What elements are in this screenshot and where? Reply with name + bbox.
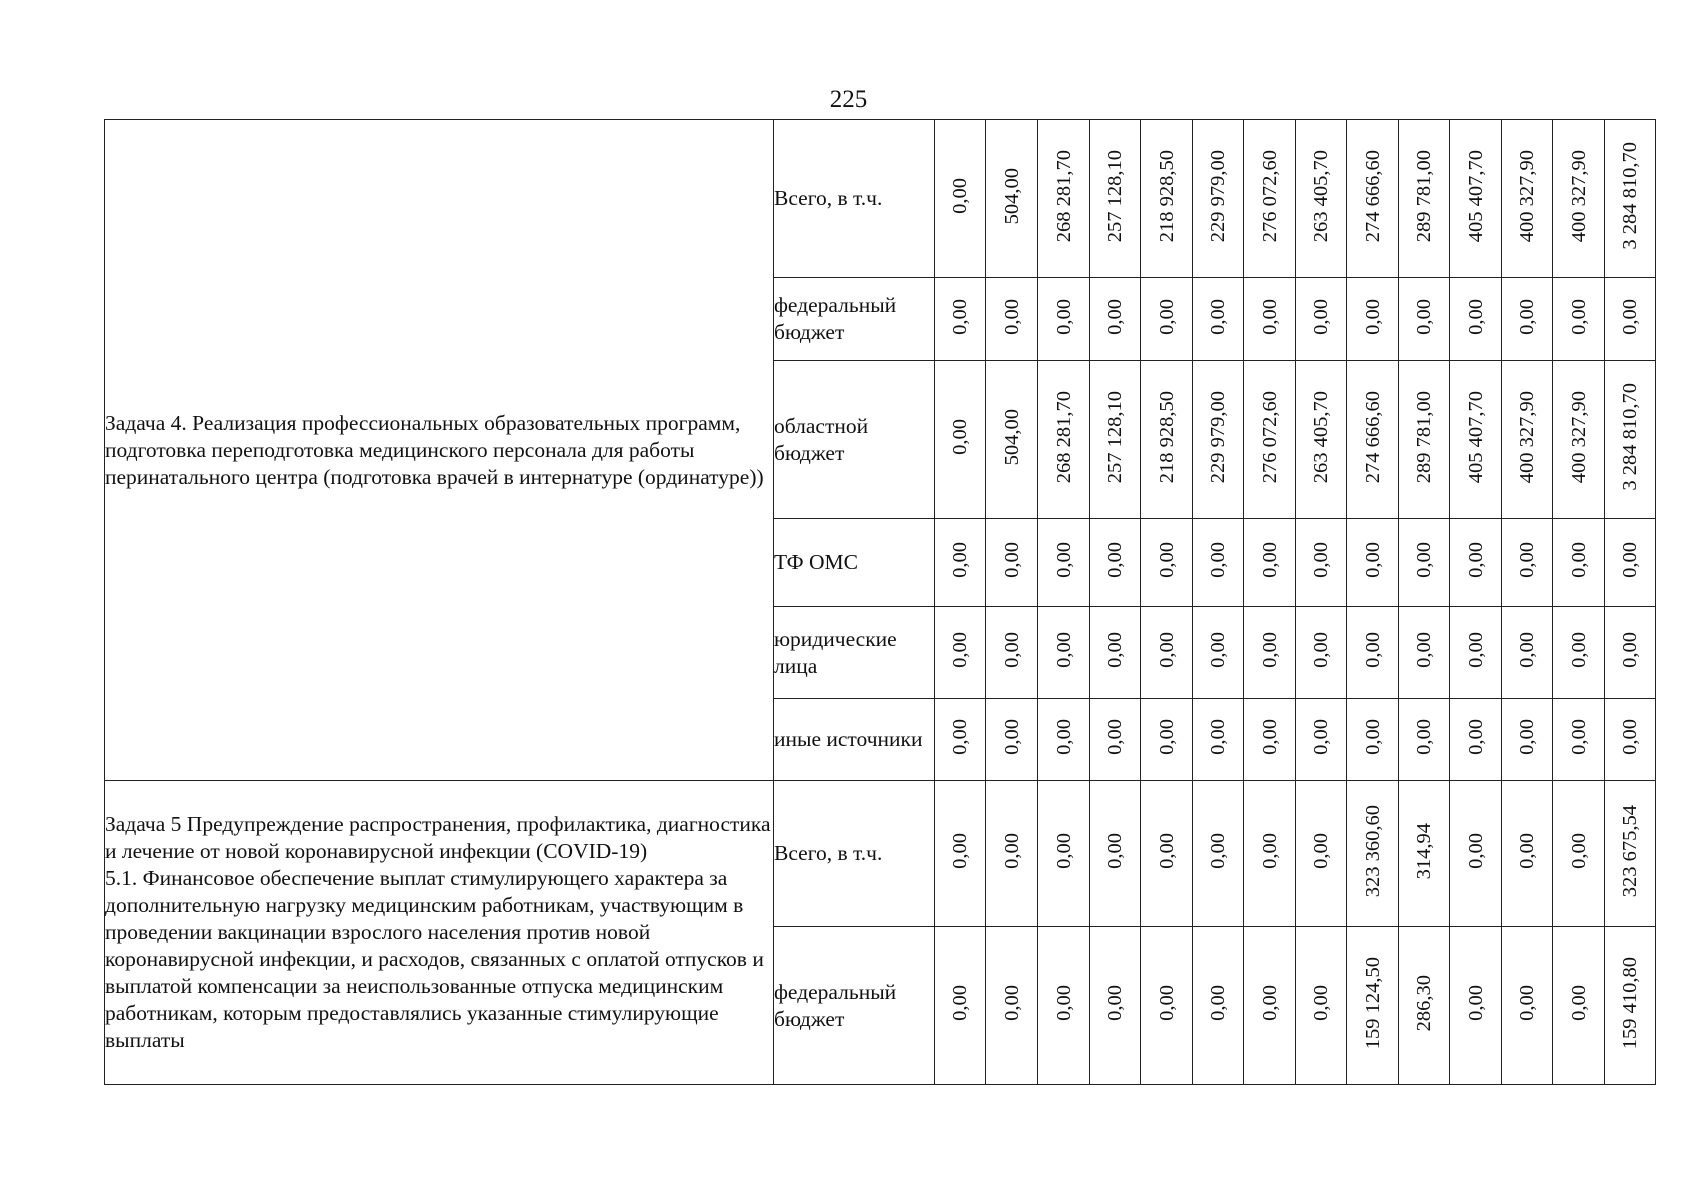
amount-cell <box>986 607 1038 699</box>
amount-value: 405 407,70 <box>1464 390 1487 484</box>
amount-value: 0,00 <box>949 178 971 214</box>
amount-value: 0,00 <box>1104 298 1126 335</box>
amount-cell <box>1193 278 1244 361</box>
funding-source: федеральный бюджет <box>774 927 935 1085</box>
amount-cell <box>1244 361 1296 519</box>
amount-cell <box>1296 781 1347 927</box>
amount-cell <box>1450 361 1502 519</box>
amount-value: 0,00 <box>1516 298 1538 335</box>
amount-value: 0,00 <box>1361 298 1384 335</box>
amount-cell <box>935 278 986 361</box>
amount-value: 274 666,60 <box>1361 390 1384 484</box>
amount-cell <box>1553 361 1605 519</box>
amount-cell <box>1502 278 1553 361</box>
amount-cell <box>935 361 986 519</box>
amount-value: 0,00 <box>1310 632 1332 668</box>
amount-value: 0,00 <box>1413 719 1435 755</box>
amount-value: 0,00 <box>1516 985 1538 1021</box>
table-row <box>105 781 1656 927</box>
amount-cell <box>1141 927 1193 1085</box>
amount-value: 0,00 <box>1310 985 1332 1021</box>
amount-cell <box>1090 607 1141 699</box>
task-description <box>105 120 774 781</box>
amount-cell <box>1244 278 1296 361</box>
task-text: Задача 5 Предупреждение распространения, профилактика, диагностика и лечение от новой коронавирусной инфекции (COVID-19) <box>105 812 771 863</box>
amount-value: 218 928,50 <box>1155 390 1178 484</box>
amount-cell <box>1038 781 1090 927</box>
amount-value: 0,00 <box>1258 833 1281 869</box>
amount-value: 0,00 <box>1310 542 1332 578</box>
amount-cell <box>1244 781 1296 927</box>
amount-value: 0,00 <box>1619 542 1641 578</box>
amount-value: 0,00 <box>1052 632 1075 668</box>
amount-value: 0,00 <box>1207 719 1229 755</box>
amount-value: 0,00 <box>1104 632 1126 668</box>
amount-cell <box>1141 781 1193 927</box>
amount-value: 0,00 <box>1000 833 1023 869</box>
amount-cell <box>1605 927 1656 1085</box>
amount-value: 405 407,70 <box>1464 149 1487 243</box>
amount-value: 263 405,70 <box>1310 390 1332 484</box>
amount-value: 257 128,10 <box>1104 149 1126 243</box>
amount-value: 0,00 <box>1516 719 1538 755</box>
amount-cell <box>935 607 986 699</box>
amount-value: 0,00 <box>1052 719 1075 755</box>
amount-cell <box>1090 927 1141 1085</box>
amount-value: 229 979,00 <box>1207 390 1229 484</box>
amount-value: 0,00 <box>1413 632 1435 668</box>
amount-cell <box>1193 120 1244 278</box>
amount-value: 400 327,90 <box>1567 390 1590 484</box>
amount-value: 0,00 <box>1207 833 1229 869</box>
amount-value: 400 327,90 <box>1516 390 1538 484</box>
funding-source: иные источники <box>774 699 935 781</box>
amount-cell <box>1502 607 1553 699</box>
amount-cell <box>1141 278 1193 361</box>
amount-cell <box>1038 278 1090 361</box>
amount-cell <box>1347 781 1399 927</box>
amount-cell <box>986 278 1038 361</box>
amount-value: 0,00 <box>1619 298 1641 335</box>
amount-cell <box>1347 699 1399 781</box>
amount-cell <box>1347 519 1399 607</box>
amount-value: 400 327,90 <box>1516 149 1538 243</box>
amount-value: 0,00 <box>1567 542 1590 578</box>
amount-cell <box>1450 607 1502 699</box>
amount-cell <box>1090 278 1141 361</box>
amount-value: 400 327,90 <box>1567 149 1590 243</box>
amount-cell <box>1399 278 1450 361</box>
amount-value: 0,00 <box>1052 833 1075 869</box>
amount-cell <box>1450 519 1502 607</box>
amount-cell <box>1090 120 1141 278</box>
amount-value: 0,00 <box>1104 985 1126 1021</box>
amount-cell <box>1193 361 1244 519</box>
amount-cell <box>1605 278 1656 361</box>
amount-cell <box>1244 927 1296 1085</box>
amount-cell <box>1296 278 1347 361</box>
amount-value: 257 128,10 <box>1104 390 1126 484</box>
amount-value: 0,00 <box>1155 719 1178 755</box>
amount-cell <box>935 519 986 607</box>
amount-cell <box>1141 120 1193 278</box>
amount-value: 323 675,54 <box>1619 804 1641 898</box>
amount-cell <box>1244 120 1296 278</box>
amount-cell <box>1553 781 1605 927</box>
amount-value: 0,00 <box>1464 542 1487 578</box>
amount-value: 0,00 <box>1464 298 1487 335</box>
amount-cell <box>986 927 1038 1085</box>
amount-cell <box>1296 699 1347 781</box>
amount-value: 0,00 <box>1516 542 1538 578</box>
amount-cell <box>1502 927 1553 1085</box>
amount-cell <box>1296 361 1347 519</box>
amount-cell <box>1450 781 1502 927</box>
amount-cell <box>935 699 986 781</box>
amount-value: 0,00 <box>1155 298 1178 335</box>
amount-cell <box>986 519 1038 607</box>
amount-value: 0,00 <box>1258 632 1281 668</box>
amount-cell <box>1502 361 1553 519</box>
amount-value: 276 072,60 <box>1258 149 1281 243</box>
amount-value: 0,00 <box>1619 719 1641 755</box>
amount-cell <box>1399 361 1450 519</box>
funding-source: федеральный бюджет <box>774 278 935 361</box>
amount-cell <box>1553 699 1605 781</box>
amount-cell <box>1553 519 1605 607</box>
amount-cell <box>1605 699 1656 781</box>
amount-cell <box>1244 607 1296 699</box>
amount-value: 0,00 <box>1516 632 1538 668</box>
amount-value: 0,00 <box>1258 542 1281 578</box>
amount-value: 274 666,60 <box>1361 149 1384 243</box>
amount-cell <box>1193 927 1244 1085</box>
amount-cell <box>1038 120 1090 278</box>
amount-cell <box>1090 519 1141 607</box>
amount-value: 0,00 <box>1000 298 1023 335</box>
amount-cell <box>935 120 986 278</box>
amount-cell <box>986 781 1038 927</box>
amount-cell <box>1605 120 1656 278</box>
amount-value: 0,00 <box>1567 719 1590 755</box>
amount-value: 323 360,60 <box>1361 804 1384 898</box>
amount-value: 0,00 <box>1207 298 1229 335</box>
amount-value: 0,00 <box>1464 632 1487 668</box>
funding-source: Всего, в т.ч. <box>774 120 935 278</box>
amount-cell <box>1502 781 1553 927</box>
amount-cell <box>1502 519 1553 607</box>
amount-value: 0,00 <box>1258 719 1281 755</box>
amount-cell <box>1399 120 1450 278</box>
amount-cell <box>1038 699 1090 781</box>
amount-value: 0,00 <box>1000 542 1023 578</box>
amount-cell <box>1347 607 1399 699</box>
amount-value: 0,00 <box>1567 985 1590 1021</box>
amount-cell <box>1450 927 1502 1085</box>
funding-source: областной бюджет <box>774 361 935 519</box>
amount-value: 286,30 <box>1413 974 1435 1032</box>
amount-value: 0,00 <box>1413 542 1435 578</box>
amount-cell <box>1450 278 1502 361</box>
amount-cell <box>1605 781 1656 927</box>
amount-value: 229 979,00 <box>1207 149 1229 243</box>
amount-cell <box>1090 781 1141 927</box>
amount-value: 289 781,00 <box>1413 390 1435 484</box>
amount-value: 0,00 <box>1207 632 1229 668</box>
amount-value: 504,00 <box>1000 408 1023 466</box>
amount-cell <box>1347 278 1399 361</box>
amount-value: 0,00 <box>1052 542 1075 578</box>
amount-value: 0,00 <box>1155 833 1178 869</box>
amount-value: 0,00 <box>1567 632 1590 668</box>
amount-value: 0,00 <box>1464 985 1487 1021</box>
amount-value: 0,00 <box>1516 833 1538 869</box>
amount-value: 268 281,70 <box>1052 390 1075 484</box>
amount-value: 159 124,50 <box>1361 956 1384 1050</box>
amount-value: 0,00 <box>1567 833 1590 869</box>
amount-cell <box>1296 927 1347 1085</box>
amount-cell <box>1399 781 1450 927</box>
amount-value: 0,00 <box>1000 632 1023 668</box>
amount-cell <box>1450 699 1502 781</box>
amount-cell <box>1553 927 1605 1085</box>
amount-value: 0,00 <box>1104 542 1126 578</box>
amount-cell <box>1141 699 1193 781</box>
amount-value: 0,00 <box>1104 833 1126 869</box>
amount-cell <box>1193 607 1244 699</box>
amount-value: 0,00 <box>1361 632 1384 668</box>
amount-value: 0,00 <box>1310 298 1332 335</box>
task-text: Задача 4. Реализация профессиональных образовательных программ, подготовка переподготовка медицинского персонала для работы перинатального центра (подготовка врачей в интернатуре (ординатуре)) <box>105 410 764 489</box>
page-number: 225 <box>829 86 868 113</box>
amount-value: 0,00 <box>1155 985 1178 1021</box>
amount-value: 0,00 <box>1464 833 1487 869</box>
amount-cell <box>1502 699 1553 781</box>
amount-cell <box>1347 120 1399 278</box>
amount-value: 0,00 <box>949 719 971 755</box>
amount-value: 268 281,70 <box>1052 149 1075 243</box>
amount-value: 0,00 <box>1104 719 1126 755</box>
task-text: 5.1. Финансовое обеспечение выплат стимулирующего характера за дополнительную нагрузку медицинским работникам, участвующим в проведении вакцинации взрослого населения против новой коронавирусной инфекции, и расходов, связанных с оплатой отпусков и выплатой компенсации за неиспользованные отпуска медицинским работникам, которым предоставлялись указанные стимулирующие выплаты <box>105 866 764 1052</box>
amount-cell <box>1347 927 1399 1085</box>
amount-value: 289 781,00 <box>1413 149 1435 243</box>
amount-value: 0,00 <box>1207 985 1229 1021</box>
amount-value: 0,00 <box>1310 833 1332 869</box>
amount-cell <box>1605 519 1656 607</box>
amount-value: 263 405,70 <box>1310 149 1332 243</box>
amount-value: 0,00 <box>1155 632 1178 668</box>
amount-cell <box>1244 519 1296 607</box>
amount-cell <box>986 699 1038 781</box>
amount-value: 0,00 <box>1258 298 1281 335</box>
amount-cell <box>1090 361 1141 519</box>
amount-cell <box>1399 699 1450 781</box>
amount-value: 0,00 <box>949 419 971 455</box>
funding-source: юридические лица <box>774 607 935 699</box>
amount-cell <box>1502 120 1553 278</box>
funding-source: Всего, в т.ч. <box>774 781 935 927</box>
amount-cell <box>1038 927 1090 1085</box>
amount-cell <box>1038 519 1090 607</box>
amount-cell <box>1296 607 1347 699</box>
amount-value: 0,00 <box>949 833 971 869</box>
amount-cell <box>1450 120 1502 278</box>
amount-cell <box>1038 361 1090 519</box>
amount-value: 0,00 <box>1361 542 1384 578</box>
amount-cell <box>1141 361 1193 519</box>
amount-value: 314,94 <box>1413 822 1435 880</box>
amount-cell <box>1347 361 1399 519</box>
amount-cell <box>1193 781 1244 927</box>
amount-cell <box>1244 699 1296 781</box>
amount-value: 159 410,80 <box>1619 956 1641 1050</box>
amount-value: 0,00 <box>1155 542 1178 578</box>
amount-value: 0,00 <box>1052 298 1075 335</box>
amount-value: 0,00 <box>1052 985 1075 1021</box>
amount-value: 0,00 <box>1000 719 1023 755</box>
amount-cell <box>1553 607 1605 699</box>
amount-value: 0,00 <box>949 298 971 335</box>
amount-value: 0,00 <box>1619 632 1641 668</box>
task-description <box>105 781 774 1085</box>
amount-value: 0,00 <box>949 632 971 668</box>
amount-cell <box>986 361 1038 519</box>
amount-value: 3 284 810,70 <box>1619 142 1641 250</box>
amount-value: 0,00 <box>1000 985 1023 1021</box>
amount-value: 0,00 <box>1567 298 1590 335</box>
amount-value: 3 284 810,70 <box>1619 383 1641 491</box>
amount-value: 0,00 <box>1413 298 1435 335</box>
amount-cell <box>986 120 1038 278</box>
amount-cell <box>1193 519 1244 607</box>
amount-cell <box>1605 607 1656 699</box>
amount-cell <box>1141 519 1193 607</box>
table-row <box>105 120 1656 278</box>
amount-value: 0,00 <box>949 985 971 1021</box>
amount-cell <box>1553 120 1605 278</box>
amount-value: 0,00 <box>1361 719 1384 755</box>
amount-value: 218 928,50 <box>1155 149 1178 243</box>
amount-value: 504,00 <box>1000 167 1023 225</box>
amount-value: 0,00 <box>1258 985 1281 1021</box>
amount-cell <box>1553 278 1605 361</box>
amount-value: 276 072,60 <box>1258 390 1281 484</box>
amount-cell <box>1038 607 1090 699</box>
amount-cell <box>1296 120 1347 278</box>
amount-cell <box>1193 699 1244 781</box>
amount-cell <box>935 781 986 927</box>
amount-value: 0,00 <box>1207 542 1229 578</box>
amount-cell <box>1399 607 1450 699</box>
amount-value: 0,00 <box>949 542 971 578</box>
amount-cell <box>1141 607 1193 699</box>
amount-value: 0,00 <box>1464 719 1487 755</box>
financing-table <box>104 119 1656 1085</box>
amount-cell <box>935 927 986 1085</box>
amount-cell <box>1605 361 1656 519</box>
amount-cell <box>1399 927 1450 1085</box>
amount-cell <box>1296 519 1347 607</box>
amount-value: 0,00 <box>1310 719 1332 755</box>
amount-cell <box>1090 699 1141 781</box>
funding-source: ТФ ОМС <box>774 519 935 607</box>
amount-cell <box>1399 519 1450 607</box>
